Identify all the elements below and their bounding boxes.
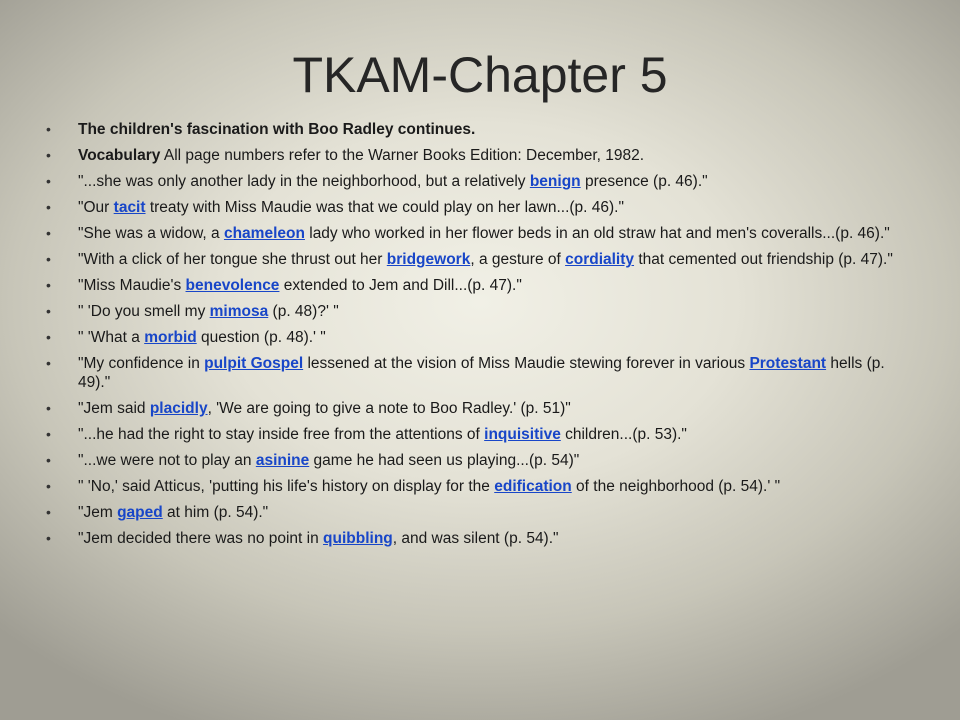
bullet-text: "Miss Maudie's: [78, 277, 186, 294]
bullet-dot-icon: •: [46, 225, 51, 241]
vocab-link[interactable]: placidly: [149, 400, 208, 417]
vocab-link[interactable]: edification: [494, 478, 572, 495]
vocab-link[interactable]: mimosa: [209, 303, 269, 320]
bullet-item: [46, 250, 908, 269]
bullet-item: [46, 198, 908, 217]
bullet-text: at him (p. 54).": [162, 504, 269, 521]
bold-text: Vocabulary: [78, 147, 161, 164]
bullet-text: "Jem decided there was no point in: [78, 530, 324, 547]
vocab-link[interactable]: gaped: [117, 504, 163, 521]
bullet-text: " 'What a: [78, 329, 145, 346]
bullet-text: treaty with Miss Maudie was that we could play on her lawn...(p. 46).": [145, 199, 624, 216]
bullet-dot-icon: •: [46, 121, 51, 137]
vocab-link[interactable]: benevolence: [185, 277, 280, 294]
vocab-link[interactable]: quibbling: [323, 530, 393, 547]
bullet-dot-icon: •: [46, 251, 51, 267]
bullet-dot-icon: •: [46, 504, 51, 520]
vocab-link[interactable]: chameleon: [223, 225, 305, 242]
bullet-dot-icon: •: [46, 277, 51, 293]
bullet-text: "Jem said: [78, 400, 150, 417]
vocab-link[interactable]: asinine: [255, 452, 310, 469]
bullet-dot-icon: •: [46, 199, 51, 215]
bullet-text: " 'No,' said Atticus, 'putting his life's history on display for the: [78, 478, 495, 495]
bullet-item: [46, 529, 908, 548]
vocab-link[interactable]: Protestant: [749, 355, 827, 372]
bullet-text: "...we were not to play an: [78, 452, 256, 469]
bullet-item: [46, 354, 908, 392]
bullet-text: game he had seen us playing...(p. 54)": [309, 452, 580, 469]
bullet-item: [46, 503, 908, 522]
bullet-text: of the neighborhood (p. 54).' ": [571, 478, 781, 495]
bullet-text: extended to Jem and Dill...(p. 47).": [279, 277, 522, 294]
vocab-link[interactable]: cordiality: [565, 251, 635, 268]
bullet-dot-icon: •: [46, 173, 51, 189]
bullet-text: , and was silent (p. 54).": [392, 530, 559, 547]
bullet-text: , 'We are going to give a note to Boo Radley.' (p. 51)": [207, 400, 571, 417]
bullet-item: [46, 477, 908, 496]
bullet-text: children...(p. 53).": [560, 426, 687, 443]
bullet-list: [46, 120, 908, 555]
bullet-text: (p. 48)?' ": [268, 303, 339, 320]
bullet-text: that cemented out friendship (p. 47).": [634, 251, 893, 268]
vocab-link[interactable]: tacit: [113, 199, 146, 216]
bullet-item: [46, 224, 908, 243]
bullet-item: [46, 302, 908, 321]
bullet-item: [46, 146, 908, 165]
bullet-dot-icon: •: [46, 329, 51, 345]
bullet-text: question (p. 48).' ": [196, 329, 326, 346]
bullet-item: [46, 399, 908, 418]
bullet-dot-icon: •: [46, 426, 51, 442]
bullet-dot-icon: •: [46, 303, 51, 319]
bullet-item: [46, 328, 908, 347]
bullet-text: "Our: [78, 199, 114, 216]
bullet-dot-icon: •: [46, 478, 51, 494]
bullet-dot-icon: •: [46, 147, 51, 163]
bold-text: The children's fascination with Boo Radley continues.: [78, 121, 476, 138]
vocab-link[interactable]: benign: [529, 173, 581, 190]
bullet-text: "With a click of her tongue she thrust out her: [78, 251, 387, 268]
bullet-text: All page numbers refer to the Warner Books Edition: December, 1982.: [160, 147, 645, 164]
bullet-text: "...she was only another lady in the neighborhood, but a relatively: [78, 173, 530, 190]
bullet-text: "Jem: [78, 504, 118, 521]
bullet-item: [46, 172, 908, 191]
bullet-text: "My confidence in: [78, 355, 205, 372]
vocab-link[interactable]: bridgework: [386, 251, 471, 268]
bullet-text: lady who worked in her flower beds in an old straw hat and men's coveralls...(p. 46).": [304, 225, 890, 242]
vocab-link[interactable]: morbid: [144, 329, 197, 346]
bullet-dot-icon: •: [46, 530, 51, 546]
bullet-item: [46, 276, 908, 295]
bullet-item: [46, 425, 908, 444]
bullet-text: presence (p. 46).": [580, 173, 708, 190]
slide-title: TKAM-Chapter 5: [292, 47, 668, 103]
bullet-item: [46, 451, 908, 470]
bullet-text: "...he had the right to stay inside free from the attentions of: [78, 426, 485, 443]
bullet-text: " 'Do you smell my: [78, 303, 210, 320]
bullet-text: "She was a widow, a: [78, 225, 224, 242]
bullet-dot-icon: •: [46, 355, 51, 371]
bullet-dot-icon: •: [46, 452, 51, 468]
bullet-text: lessened at the vision of Miss Maudie stewing forever in various: [303, 355, 750, 372]
vocab-link[interactable]: pulpit Gospel: [204, 355, 304, 372]
bullet-dot-icon: •: [46, 400, 51, 416]
vocab-link[interactable]: inquisitive: [484, 426, 561, 443]
bullet-text: hells (p. 49).": [78, 355, 885, 391]
bullet-text: , a gesture of: [470, 251, 566, 268]
bullet-item: [46, 120, 908, 139]
